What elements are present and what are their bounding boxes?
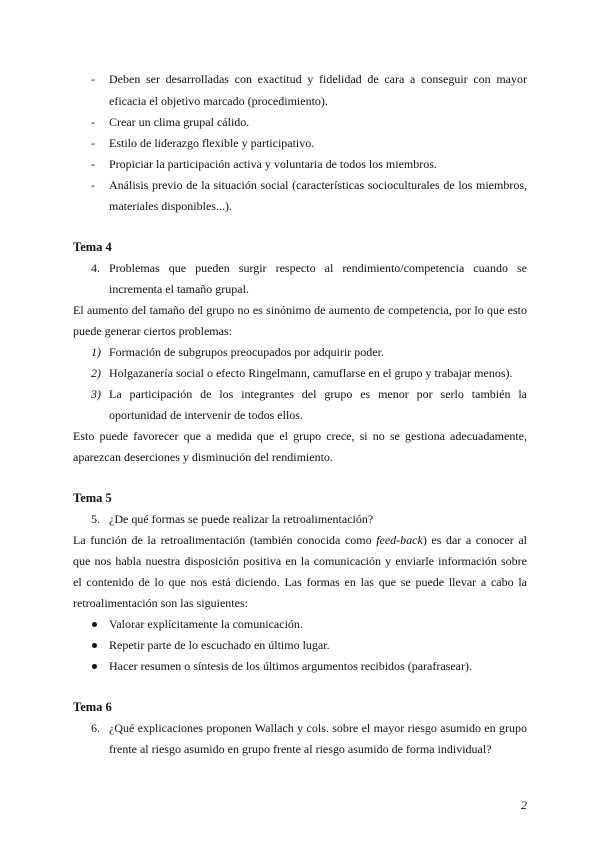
paragraph-line: [73, 533, 527, 547]
list-marker: -: [91, 157, 95, 171]
paragraph-line: retroalimentación son las siguientes:: [73, 596, 248, 610]
paragraph-line: Esto puede favorecer que a medida que el grupo crece, si no se gestiona adecuadamente,: [73, 429, 527, 443]
question-number: 5.: [91, 512, 100, 526]
section-heading-tema-4: Tema 4: [73, 240, 112, 254]
list-number: 3): [91, 387, 101, 401]
bullet-item: Repetir parte de lo escuchado en último lugar.: [109, 638, 330, 652]
bullet-icon: [92, 643, 97, 648]
bullet-icon: [92, 664, 97, 669]
paragraph-text: ) es dar a conocer al: [422, 533, 527, 547]
question-line: ¿Qué explicaciones proponen Wallach y cols. sobre el mayor riesgo asumido en grupo: [109, 721, 527, 735]
list-marker: -: [91, 115, 95, 129]
list-item-line: La participación de los integrantes del grupo es menor por serlo también la: [109, 387, 527, 401]
bullet-item: Hacer resumen o síntesis de los últimos argumentos recibidos (parafrasear).: [109, 659, 472, 673]
list-number: 1): [91, 345, 101, 359]
bullet-item: Valorar explícitamente la comunicación.: [109, 617, 303, 631]
list-marker: -: [91, 178, 95, 192]
question-line: ¿De qué formas se puede realizar la retroalimentación?: [109, 512, 374, 526]
list-item-line: Deben ser desarrolladas con exactitud y fidelidad de cara a conseguir con mayor: [109, 72, 527, 86]
list-item-line: Crear un clima grupal cálido.: [109, 115, 250, 129]
list-marker: -: [91, 72, 95, 86]
page-number: 2: [521, 798, 527, 812]
question-line: incrementa el tamaño grupal.: [109, 282, 249, 296]
section-heading-tema-5: Tema 5: [73, 491, 112, 505]
list-item-line: eficacia el objetivo marcado (procedimiento).: [109, 94, 328, 108]
question-number: 6.: [91, 721, 100, 735]
paragraph-line: El aumento del tamaño del grupo no es sinónimo de aumento de competencia, por lo que esto: [73, 303, 527, 317]
paragraph-line: el contenido de lo que nos está diciendo. Las formas en las que se puede llevar a cabo la: [73, 575, 527, 589]
paragraph-line: puede generar ciertos problemas:: [73, 324, 232, 338]
list-item-line: Holgazanería social o efecto Ringelmann, camuflarse en el grupo y trabajar menos).: [109, 366, 513, 380]
list-item-line: oportunidad de intervenir de todos ellos.: [109, 408, 303, 422]
bullet-icon: [92, 622, 97, 627]
question-line: frente al riesgo asumido en grupo frente al riesgo asumido de forma individual?: [109, 742, 492, 756]
paragraph-line: aparezcan deserciones y disminución del rendimiento.: [73, 450, 333, 464]
section-heading-tema-6: Tema 6: [73, 700, 112, 714]
paragraph-text: La función de la retroalimentación (también conocida como: [73, 533, 377, 547]
emphasis-term: feed-back: [376, 533, 423, 547]
list-item-line: Formación de subgrupos preocupados por adquirir poder.: [109, 345, 384, 359]
list-item-line: Estilo de liderazgo flexible y participativo.: [109, 136, 315, 150]
question-number: 4.: [91, 261, 100, 275]
list-number: 2): [91, 366, 101, 380]
list-item-line: Propiciar la participación activa y voluntaria de todos los miembros.: [109, 157, 437, 171]
question-line: Problemas que pueden surgir respecto al rendimiento/competencia cuando se: [109, 261, 527, 275]
list-item-line: Análisis previo de la situación social (características socioculturales de los miembros,: [109, 178, 527, 192]
paragraph-line: que nos habla nuestra disposición positiva en la comunicación y enviarle información sobre: [73, 554, 527, 568]
list-item-line: materiales disponibles...).: [109, 199, 232, 213]
list-marker: -: [91, 136, 95, 150]
